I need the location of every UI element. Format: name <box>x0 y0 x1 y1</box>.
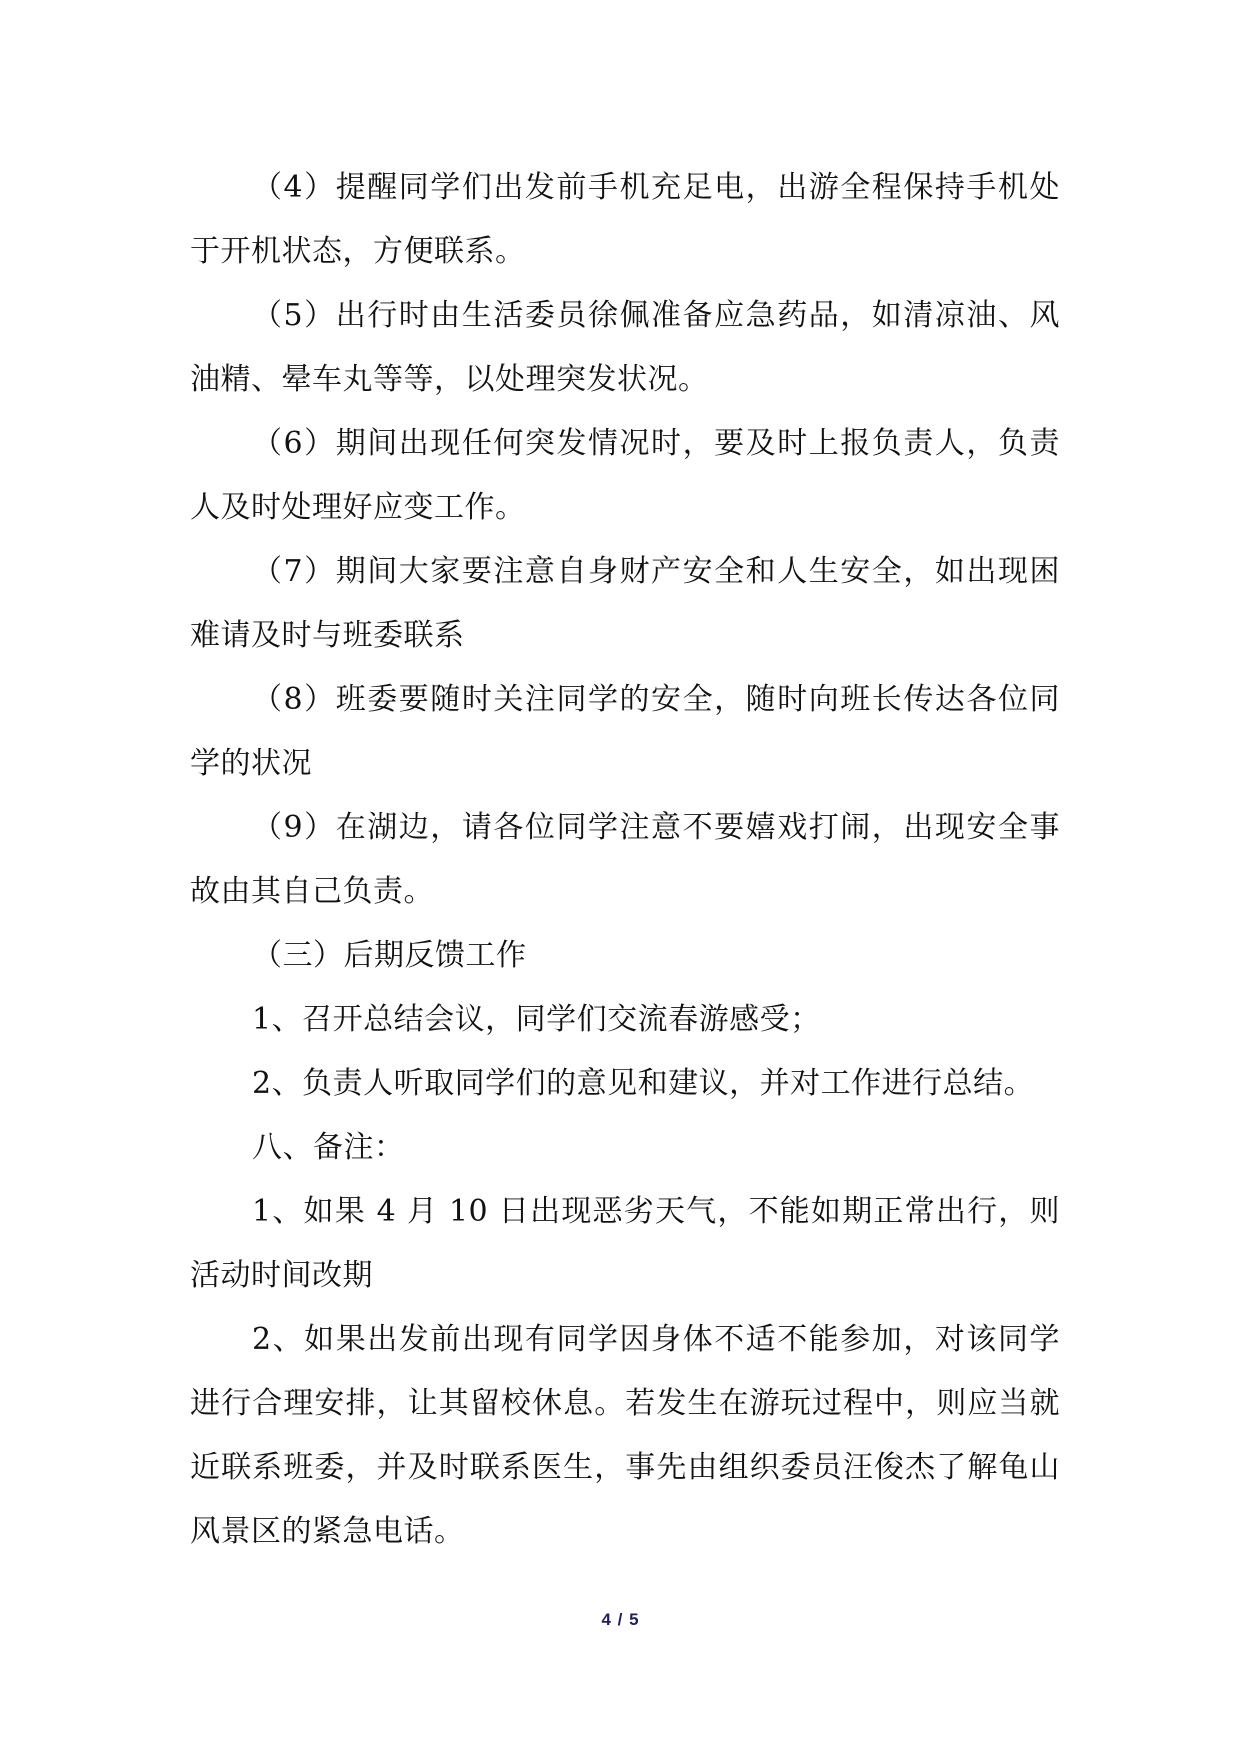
section-heading-notes: 八、备注： <box>252 1130 405 1165</box>
feedback-item-1: 1、召开总结会议，同学们交流春游感受； <box>252 1002 821 1037</box>
section-heading-feedback: （三）后期反馈工作 <box>252 938 527 973</box>
feedback-item-2: 2、负责人听取同学们的意见和建议，并对工作进行总结。 <box>252 1066 1035 1101</box>
paragraph-item-8: （8）班委要随时关注同学的安全，随时向班长传达各位同学的状况 <box>190 682 1060 781</box>
paragraph-item-7: （7）期间大家要注意自身财产安全和人生安全，如出现困难请及时与班委联系 <box>190 554 1060 653</box>
document-body <box>190 156 1060 1564</box>
paragraph-item-5: （5）出行时由生活委员徐佩准备应急药品，如清凉油、风油精、晕车丸等等，以处理突发状况。 <box>190 298 1060 397</box>
note-item-1: 1、如果 4 月 10 日出现恶劣天气，不能如期正常出行，则活动时间改期 <box>190 1194 1060 1293</box>
paragraph-item-4: （4）提醒同学们出发前手机充足电，出游全程保持手机处于开机状态，方便联系。 <box>190 170 1060 269</box>
paragraph-item-6: （6）期间出现任何突发情况时，要及时上报负责人，负责人及时处理好应变工作。 <box>190 426 1060 525</box>
paragraph-item-9: （9）在湖边，请各位同学注意不要嬉戏打闹，出现安全事故由其自己负责。 <box>190 810 1060 909</box>
page-number: 4 / 5 <box>601 1610 640 1629</box>
note-item-2: 2、如果出发前出现有同学因身体不适不能参加，对该同学进行合理安排，让其留校休息。若发生在游玩过程中，则应当就近联系班委，并及时联系医生，事先由组织委员汪俊杰了解龟山风景区的紧急电话。 <box>190 1322 1060 1549</box>
